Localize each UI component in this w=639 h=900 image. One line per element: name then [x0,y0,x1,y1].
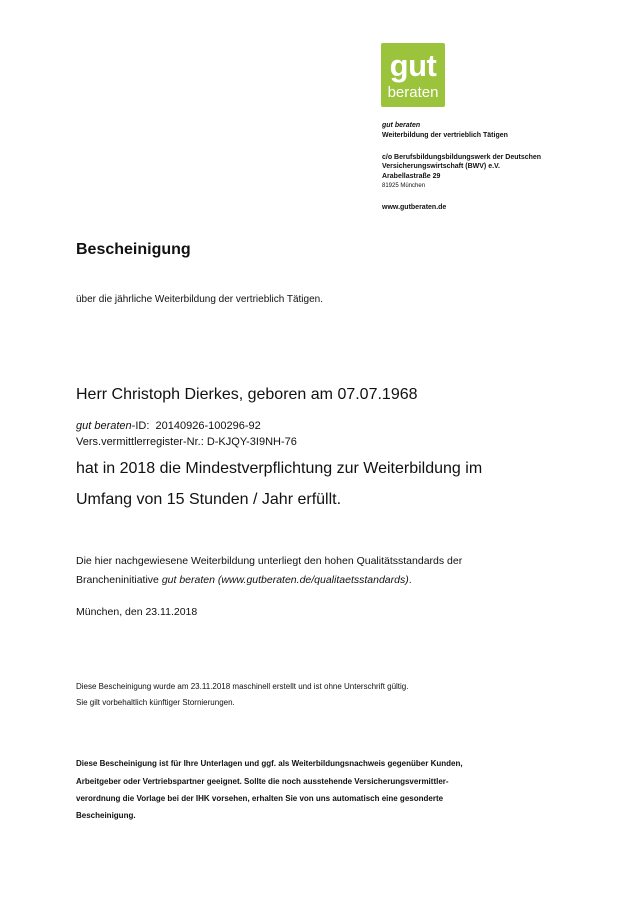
register-value: D-KJQY-3I9NH-76 [206,436,297,448]
quality-standards-reference: gut beraten (www.gutberaten.de/qualitaetsstandards) [161,574,409,586]
id-label: -ID: [131,420,150,432]
sender-org-desc: Weiterbildung der vertrieblich Tätigen [382,132,508,139]
sender-address-line2: Versicherungswirtschaft (BWV) e.V. [382,163,500,170]
footer-note-line-3: verordnung die Vorlage bei der IHK vorsehen, erhalten Sie von uns automatisch eine gesonderte [76,794,444,803]
statement-line-2: Umfang von 15 Stunden / Jahr erfüllt. [76,491,342,508]
logo-word-gut: gut [389,48,437,83]
register-label: Vers.vermittlerregister-Nr.: [76,436,204,448]
document-subtitle: über die jährliche Weiterbildung der vertrieblich Tätigen. [76,294,323,305]
recipient-name-line: Herr Christoph Dierkes, geboren am 07.07.1968 [76,386,418,403]
machine-generated-note: Diese Bescheinigung wurde am 23.11.2018 maschinell erstellt und ist ohne Unterschrift gültig. [76,682,409,691]
id-value: 20140926-100296-92 [155,420,261,432]
quality-line-2-prefix: Brancheninitiative [76,574,162,586]
quality-line-2 [76,574,412,586]
sender-website: www.gutberaten.de [382,204,447,211]
footer-note-line-1: Diese Bescheinigung ist für Ihre Unterlagen und ggf. als Weiterbildungsnachweis gegenüber Kunden, [76,759,463,768]
cancellation-note: Sie gilt vorbehaltlich künftiger Stornierungen. [76,698,235,707]
document-title: Bescheinigung [76,241,191,258]
sender-org-name: gut beraten [382,122,421,129]
footer-note-line-2: Arbeitgeber oder Vertriebspartner geeignet. Sollte die noch ausstehende Versicherungsvermittler- [76,777,449,786]
sender-address-line1: c/o Berufsbildungsbildungswerk der Deutschen [382,154,542,161]
quality-line-2-suffix: . [408,574,412,586]
place-and-date: München, den 23.11.2018 [76,606,198,618]
gut-beraten-id-line [76,420,261,432]
sender-address-line4: 81925 München [382,183,426,189]
id-prefix: gut beraten [76,420,132,432]
statement-line-1: hat in 2018 die Mindestverpflichtung zur Weiterbildung im [76,460,483,477]
gut-beraten-logo [381,43,445,107]
logo-word-beraten: beraten [387,84,439,101]
quality-line-1: Die hier nachgewiesene Weiterbildung unterliegt den hohen Qualitätsstandards der [76,555,463,567]
sender-address-line3: Arabellastraße 29 [382,173,441,180]
footer-note-line-4: Bescheinigung. [76,811,136,820]
register-number-line [76,436,297,448]
